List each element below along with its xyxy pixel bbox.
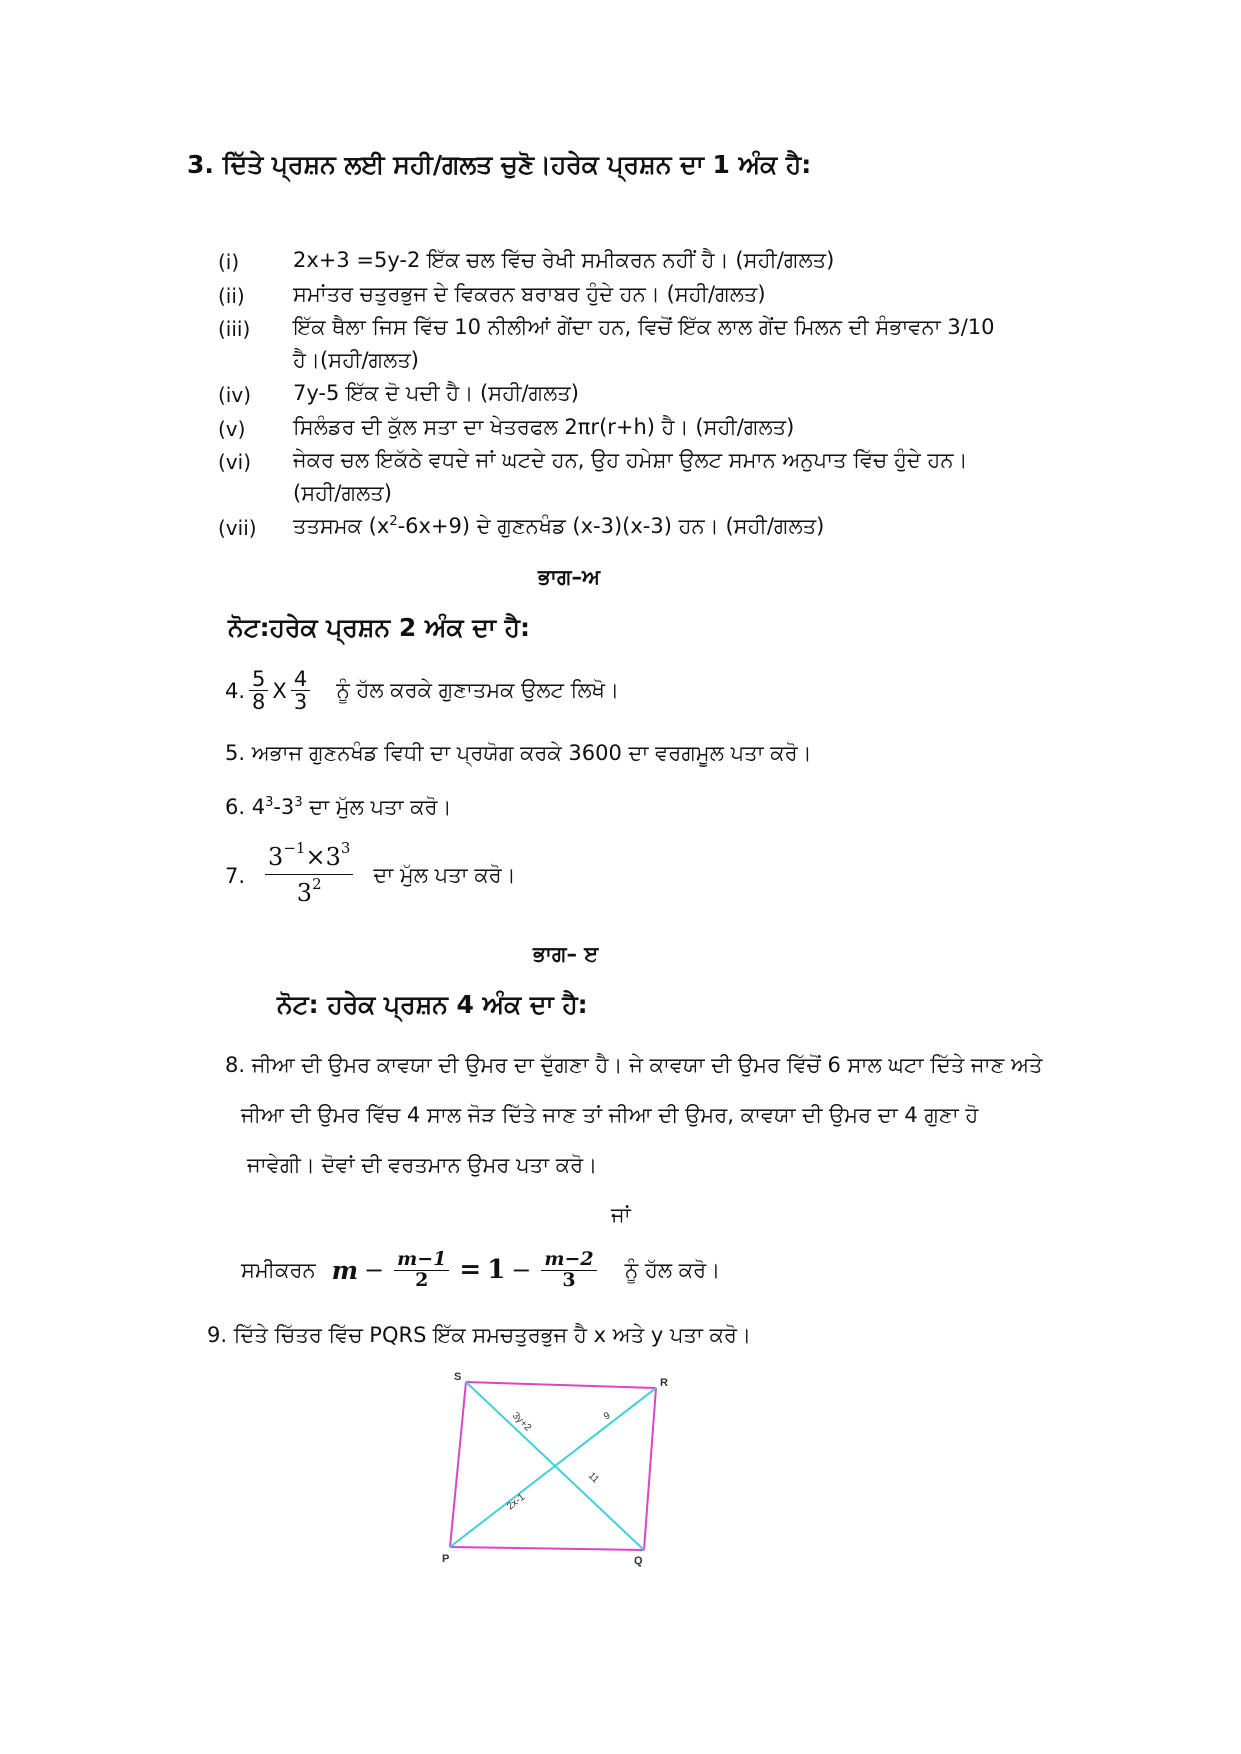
rhombus-diagram bbox=[430, 1372, 690, 1572]
q3-item-num: (vii) bbox=[218, 516, 257, 540]
question-7 bbox=[225, 839, 516, 908]
question-8-line: ਜੀਆ ਦੀ ਉਮਰ ਵਿੱਚ 4 ਸਾਲ ਜੋੜ ਦਿੱਤੇ ਜਾਣ ਤਾਂ ਜੀਆ ਦੀ ਉਮਰ, ਕਾਵਯਾ ਦੀ ਉਮਰ ਦਾ 4 ਗੁਣਾ ਹੋ bbox=[241, 1103, 979, 1127]
eq-label: ਸਮੀਕਰਨ bbox=[241, 1257, 316, 1282]
q4-f2-num: 4 bbox=[291, 668, 310, 691]
question-6 bbox=[225, 795, 452, 820]
side-sr bbox=[466, 1382, 656, 1388]
diagonal-pr bbox=[450, 1388, 656, 1547]
q6-pre: 6. 4 bbox=[225, 795, 266, 819]
eq-f1-num: m−1 bbox=[394, 1250, 449, 1271]
eq-f2-den: 3 bbox=[562, 1268, 576, 1291]
q3-item-text bbox=[293, 514, 824, 539]
q3-heading: 3. ਦਿੱਤੇ ਪ੍ਰਸ਼ਨ ਲਈ ਸਹੀ/ਗਲਤ ਚੁਣੋ।ਹਰੇਕ ਪ੍ਰਸ਼ਨ ਦਾ 1 ਅੰਕ ਹੈ: bbox=[187, 150, 812, 179]
eq-f2-num: m−2 bbox=[541, 1250, 596, 1271]
q7-numerator bbox=[265, 839, 353, 875]
q7-text: ਦਾ ਮੁੱਲ ਪਤਾ ਕਰੋ। bbox=[373, 863, 516, 888]
segment-label-3y-plus-2: 3y+2 bbox=[509, 1410, 534, 1434]
q3-vii-sup: 2 bbox=[389, 514, 398, 529]
eq-minus: − bbox=[364, 1256, 385, 1285]
question-9: 9. ਦਿੱਤੇ ਚਿੱਤਰ ਵਿੱਚ PQRS ਇੱਕ ਸਮਚਤੁਰਭੁਜ ਹੈ x ਅਤੇ y ਪਤਾ ਕਰੋ। bbox=[207, 1323, 752, 1347]
part-e-note: ਨੋਟ: ਹਰੇਕ ਪ੍ਰਸ਼ਨ 4 ਅੰਕ ਦਾ ਹੈ: bbox=[277, 990, 588, 1019]
q4-f1-den: 8 bbox=[252, 690, 266, 715]
part-a-title: ਭਾਗ–ਅ bbox=[538, 565, 601, 589]
q7-d-exp: 2 bbox=[312, 875, 322, 894]
q7-denominator bbox=[294, 875, 325, 906]
q3-item-text: ਸਿਲੰਡਰ ਦੀ ਕੁੱਲ ਸਤਾ ਦਾ ਖੇਤਰਫਲ 2πr(r+h) ਹੈ। (ਸਹੀ/ਗਲਤ) bbox=[293, 415, 795, 439]
q4-f2-den: 3 bbox=[293, 690, 308, 715]
q7-n-base1: 3 bbox=[268, 843, 284, 871]
equation-line bbox=[241, 1250, 720, 1291]
q3-vii-pre: ਤਤਸਮਕ (x bbox=[293, 514, 390, 538]
q4-f1-num: 5 bbox=[249, 668, 268, 691]
q3-item-text: ਸਮਾਂਤਰ ਚਤੁਰਭੁਜ ਦੇ ਵਿਕਰਨ ਬਰਾਬਰ ਹੁੰਦੇ ਹਨ। (ਸਹੀ/ਗਲਤ) bbox=[293, 282, 766, 306]
vertex-label-r: R bbox=[660, 1377, 668, 1389]
q3-item-num: (iii) bbox=[218, 317, 251, 341]
or-label: ਜਾਂ bbox=[611, 1203, 631, 1227]
q3-item-text: ਜੇਕਰ ਚਲ ਇਕੱਠੇ ਵਧਦੇ ਜਾਂ ਘਟਦੇ ਹਨ, ਉਹ ਹਮੇਸ਼ਾ ਉਲਟ ਸਮਾਨ ਅਨੁਪਾਤ ਵਿੱਚ ਹੁੰਦੇ ਹਨ। bbox=[293, 448, 968, 472]
q3-item-text-cont: (ਸਹੀ/ਗਲਤ) bbox=[293, 481, 392, 505]
q4-text: ਨੂੰ ਹੱਲ ਕਰਕੇ ਗੁਣਾਤਮਕ ਉਲਟ ਲਿਖੋ। bbox=[336, 678, 620, 703]
vertex-label-q: Q bbox=[634, 1555, 643, 1567]
q7-fraction bbox=[265, 839, 353, 908]
q3-item-num: (ii) bbox=[218, 284, 245, 308]
q3-item-num: (iv) bbox=[218, 383, 251, 407]
vertex-label-s: S bbox=[454, 1372, 462, 1383]
question-8-line: 8. ਜੀਆ ਦੀ ਉਮਰ ਕਾਵਯਾ ਦੀ ਉਮਰ ਦਾ ਦੁੱਗਣਾ ਹੈ। ਜੇ ਕਾਵਯਾ ਦੀ ਉਮਰ ਵਿੱਚੋਂ 6 ਸਾਲ ਘਟਾ ਦਿੱਤੇ ਜਾਣ ਅਤੇ bbox=[225, 1053, 1043, 1077]
q7-times: × bbox=[305, 843, 326, 871]
segment-label-9: 9 bbox=[602, 1410, 613, 1423]
side-ps bbox=[450, 1382, 466, 1547]
part-e-title: ਭਾਗ– ੲ bbox=[533, 942, 599, 966]
q3-vii-post: -6x+9) ਦੇ ਗੁਣਨਖੰਡ (x-3)(x-3) ਹਨ। (ਸਹੀ/ਗਲਤ) bbox=[397, 514, 825, 538]
q7-n-exp2: 3 bbox=[340, 839, 351, 857]
segment-label-2x-minus-1: 2x-1 bbox=[505, 1491, 528, 1513]
question-8-line: ਜਾਵੇਗੀ। ਦੋਵਾਂ ਦੀ ਵਰਤਮਾਨ ਉਮਰ ਪਤਾ ਕਰੋ। bbox=[247, 1153, 598, 1177]
question-4 bbox=[225, 668, 619, 713]
eq-fraction-1 bbox=[394, 1250, 449, 1291]
q7-d-base: 3 bbox=[296, 879, 313, 908]
q7-num: 7. bbox=[225, 863, 246, 888]
vertex-label-p: P bbox=[442, 1553, 450, 1565]
q7-n-base2: 3 bbox=[325, 843, 341, 871]
q3-item-num: (i) bbox=[218, 250, 240, 274]
q4-operator: X bbox=[272, 678, 287, 703]
q4-num: 4. bbox=[225, 678, 246, 703]
q3-item-text-cont: ਹੈ।(ਸਹੀ/ਗਲਤ) bbox=[293, 348, 419, 372]
q6-sup-2: 3 bbox=[294, 795, 303, 810]
eq-one: 1 bbox=[487, 1255, 506, 1286]
q3-item-text: 2x+3 =5y-2 ਇੱਕ ਚਲ ਵਿੱਚ ਰੇਖੀ ਸਮੀਕਰਨ ਨਹੀਂ ਹੈ। (ਸਹੀ/ਗਲਤ) bbox=[293, 248, 835, 272]
eq-f1-den: 2 bbox=[415, 1268, 429, 1291]
eq-fraction-2 bbox=[541, 1250, 596, 1291]
q3-item-num: (v) bbox=[218, 417, 246, 441]
q6-sup-1: 3 bbox=[265, 795, 274, 810]
segment-label-11: 11 bbox=[585, 1470, 602, 1486]
side-qp bbox=[450, 1547, 644, 1550]
q3-item-num: (vi) bbox=[218, 450, 251, 474]
eq-text: ਨੂੰ ਹੱਲ ਕਰੋ। bbox=[624, 1257, 721, 1282]
question-5: 5. ਅਭਾਜ ਗੁਣਨਖੰਡ ਵਿਧੀ ਦਾ ਪ੍ਰਯੋਗ ਕਰਕੇ 3600 ਦਾ ਵਰਗਮੂਲ ਪਤਾ ਕਰੋ। bbox=[225, 741, 812, 765]
eq-m: m bbox=[331, 1255, 359, 1285]
q4-fraction-2 bbox=[291, 668, 310, 713]
eq-equals: = bbox=[459, 1255, 482, 1286]
q4-fraction-1 bbox=[249, 668, 268, 713]
q6-post: ਦਾ ਮੁੱਲ ਪਤਾ ਕਰੋ। bbox=[302, 795, 452, 819]
q3-item-text: 7y-5 ਇੱਕ ਦੋ ਪਦੀ ਹੈ। (ਸਹੀ/ਗਲਤ) bbox=[293, 381, 579, 405]
q3-item-text: ਇੱਕ ਥੈਲਾ ਜਿਸ ਵਿੱਚ 10 ਨੀਲੀਆਂ ਗੇਂਦਾ ਹਨ, ਵਿਚੋਂ ਇੱਕ ਲਾਲ ਗੇਂਦ ਮਿਲਨ ਦੀ ਸੰਭਾਵਨਾ 3/10 bbox=[293, 315, 995, 339]
q7-n-exp1: −1 bbox=[283, 839, 306, 857]
eq-minus-2: − bbox=[511, 1256, 532, 1285]
q6-mid: -3 bbox=[273, 795, 295, 819]
part-a-note: ਨੋਟ:ਹਰੇਕ ਪ੍ਰਸ਼ਨ 2 ਅੰਕ ਦਾ ਹੈ: bbox=[228, 613, 530, 642]
side-rq bbox=[644, 1388, 656, 1550]
